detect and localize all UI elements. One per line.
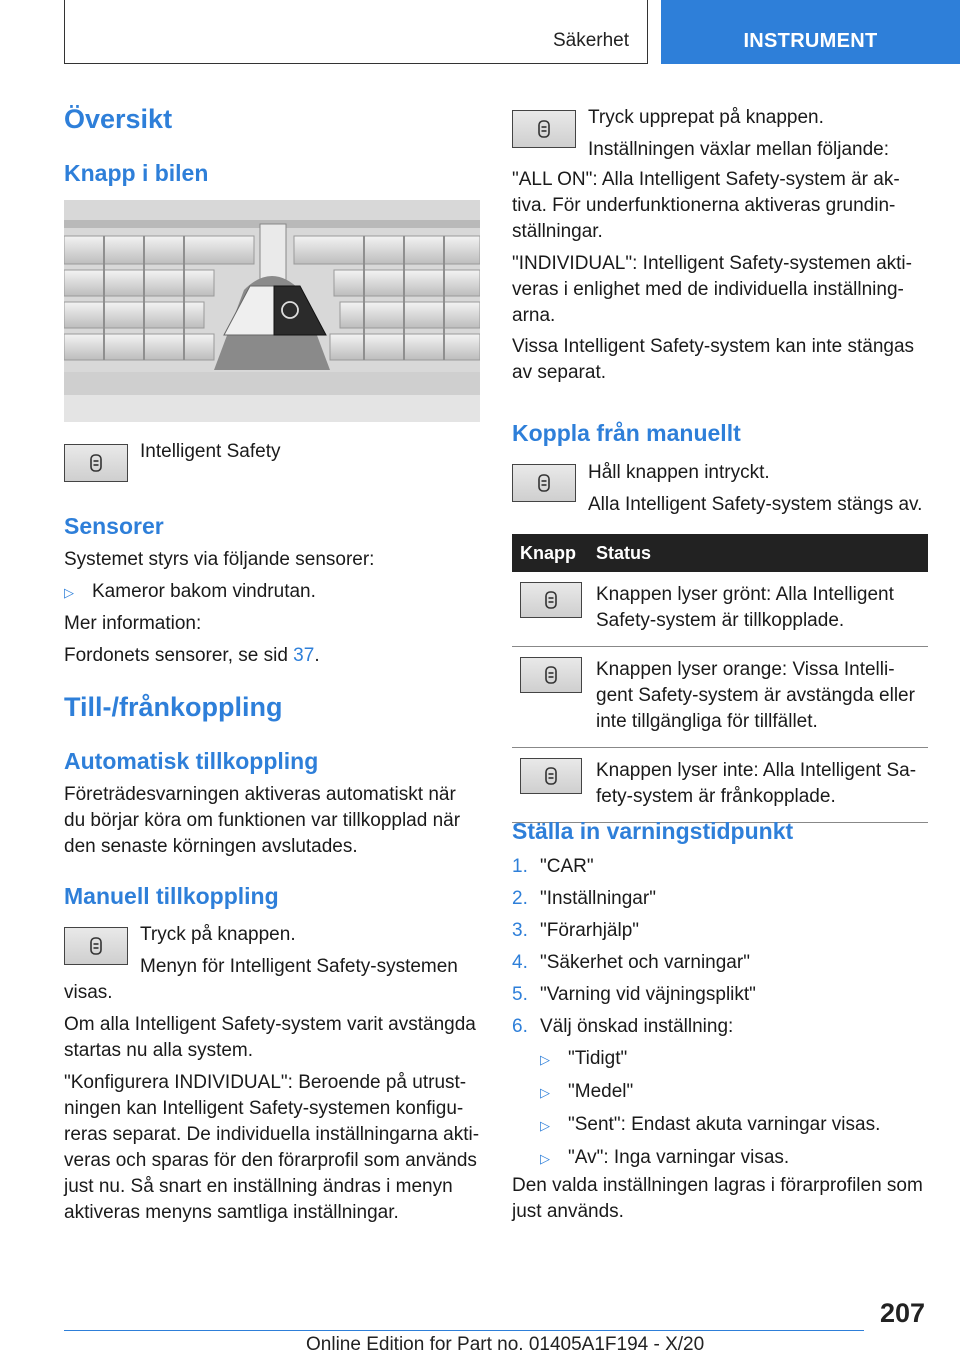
some-line: av separat. [512,362,606,383]
auto-line: du börjar köra om funktionen var tillkopplad när [64,810,461,831]
press-repeat: Tryck upprepat på knappen. [588,107,824,128]
sensor-list-item [64,579,316,606]
manual-heading: Manuell tillkoppling [64,883,279,909]
toggle-title: Till-/frånkoppling [64,692,283,722]
status-table-header [512,534,928,572]
all-off-line: startas nu alla system. [64,1040,254,1061]
safety-car-icon [540,664,562,686]
all-on-line: "ALL ON": Alla Intelligent Safety-system är ak- [512,169,900,190]
manual-off-heading: Koppla från manuellt [512,420,741,446]
safety-car-icon [85,452,107,474]
option-text: "Medel" [568,1081,634,1102]
bullet-triangle-icon: ▷ [540,1118,550,1133]
warn-steps-list [512,851,880,1175]
individual-paragraph [512,251,912,329]
all-off-text: Alla Intelligent Safety-system stängs av. [588,494,923,515]
status-off-button-icon [520,758,582,794]
all-off-paragraph [64,1012,476,1064]
config-line: just nu. Så snart en inställning ändras i menyn [64,1176,453,1197]
all-on-line: tiva. För underfunktionerna aktiveras grundin- [512,195,896,216]
hold-text: Håll knappen intryckt. [588,462,770,483]
col-button-header: Knapp [520,542,576,563]
step-text: "CAR" [540,856,594,877]
status-table [512,534,928,823]
status-orange-button-icon [520,657,582,693]
option-text: "Av": Inga varningar visas. [568,1147,790,1168]
config-paragraph [64,1070,479,1226]
config-line: ningen kan Intelligent Safety-systemen konfigu- [64,1098,464,1119]
safety-car-icon [533,118,555,140]
header-section-title: Säkerhet [552,30,629,51]
more-info: Mer information: [64,613,202,634]
config-line: veras och sparas för den förarprofil som används [64,1150,477,1171]
step-number: 3. [512,920,528,941]
table-row [512,572,928,647]
step-number: 6. [512,1016,528,1037]
header-chapter-tab [661,0,960,64]
button-heading: Knapp i bilen [64,160,209,186]
list-item [512,1142,880,1175]
config-line: "Konfigurera INDIVIDUAL": Beroende på utrust- [64,1072,467,1093]
auto-line: Företrädesvarningen aktiveras automatiskt när [64,784,456,805]
all-on-paragraph [512,167,900,245]
sensor-item-text: Kameror bakom vindrutan. [92,581,316,602]
col-status-header: Status [596,542,652,563]
status-text: inte tillgängliga för tillfället. [596,711,818,732]
button-caption: Intelligent Safety [140,441,281,462]
auto-heading: Automatisk tillkoppling [64,748,319,774]
status-text: Knappen lyser inte: Alla Intelligent Sa- [596,760,917,781]
safety-car-icon [540,589,562,611]
list-item [512,851,880,883]
option-text: "Tidigt" [568,1048,628,1069]
step-number: 2. [512,888,528,909]
repeat-button-icon [512,110,576,148]
sensor-reference [64,643,320,669]
step-text: Välj önskad inställning: [540,1016,734,1037]
footer-divider [64,1330,864,1331]
step-text: "Inställningar" [540,888,656,909]
car-button-illustration [64,200,480,422]
individual-line: veras i enlighet med de individuella inställning- [512,279,904,300]
footer-edition: Online Edition for Part no. 01405A1F194 - X/20 [306,1334,705,1355]
option-text: "Sent": Endast akuta varningar visas. [568,1114,881,1135]
auto-line: den senaste körningen avslutades. [64,836,358,857]
saved-paragraph [512,1173,923,1225]
step-text: "Varning vid väjningsplikt" [540,984,756,1005]
car-button-photo [64,200,480,422]
bullet-triangle-icon: ▷ [540,1085,550,1100]
all-off-line: Om alla Intelligent Safety-system varit avstängda [64,1014,476,1035]
bullet-triangle-icon: ▷ [540,1052,550,1067]
list-item [512,883,880,915]
manual-button-icon [64,927,128,965]
status-text: fety-system är frånkopplade. [596,786,836,807]
step-text: "Säkerhet och varningar" [540,952,750,973]
intelligent-safety-button-icon [64,444,128,482]
sensors-intro: Systemet styrs via följande sensorer: [64,549,375,570]
status-green-button-icon [520,582,582,618]
ref-tail: . [314,645,320,666]
saved-line: Den valda inställningen lagras i förarprofilen som [512,1175,923,1196]
bullet-triangle-icon: ▷ [540,1151,550,1166]
bullet-triangle-icon: ▷ [64,585,74,600]
warn-heading: Ställa in varningstidpunkt [512,818,794,844]
safety-car-icon [540,765,562,787]
list-item [512,1011,880,1043]
table-row [512,748,928,823]
individual-line: arna. [512,305,556,326]
list-item [512,915,880,947]
step-number: 1. [512,856,528,877]
manual-step-menu-cont: visas. [64,982,113,1003]
manual-step-menu: Menyn för Intelligent Safety-systemen [140,956,458,977]
step-text: "Förarhjälp" [540,920,640,941]
step-number: 5. [512,984,528,1005]
some-paragraph [512,334,914,386]
auto-paragraph [64,782,460,860]
header-section-box [64,0,648,64]
status-text: Knappen lyser orange: Vissa Intelli- [596,659,895,680]
config-line: reras separat. De individuella inställningarna akti- [64,1124,480,1145]
table-row [512,647,928,748]
status-text: Safety-system är tillkopplade. [596,610,845,631]
manual-step-press: Tryck på knappen. [140,924,296,945]
safety-car-icon [85,935,107,957]
config-line: aktiveras menyns samtliga inställningar. [64,1202,399,1223]
header-chapter-title: INSTRUMENT [743,30,878,52]
sensors-heading: Sensorer [64,513,164,539]
saved-line: just används. [512,1201,624,1222]
ref-text: Fordonets sensorer, se sid [64,645,294,666]
page-title: Översikt [64,104,173,134]
list-item [512,947,880,979]
list-item [512,1109,880,1142]
page-reference-link[interactable]: 37 [293,645,315,666]
safety-car-icon [533,472,555,494]
some-line: Vissa Intelligent Safety-system kan inte stängas [512,336,915,357]
status-text: Knappen lyser grönt: Alla Intelligent [596,584,894,605]
individual-line: "INDIVIDUAL": Intelligent Safety-systemen akti- [512,253,912,274]
step-number: 4. [512,952,528,973]
list-item [512,1043,880,1076]
status-text: gent Safety-system är avstängda eller [596,685,915,706]
toggles-between: Inställningen växlar mellan följande: [588,139,890,160]
hold-button-icon [512,464,576,502]
all-on-line: ställningar. [512,221,603,242]
list-item [512,979,880,1011]
list-item [512,1076,880,1109]
page-number: 207 [880,1298,926,1328]
